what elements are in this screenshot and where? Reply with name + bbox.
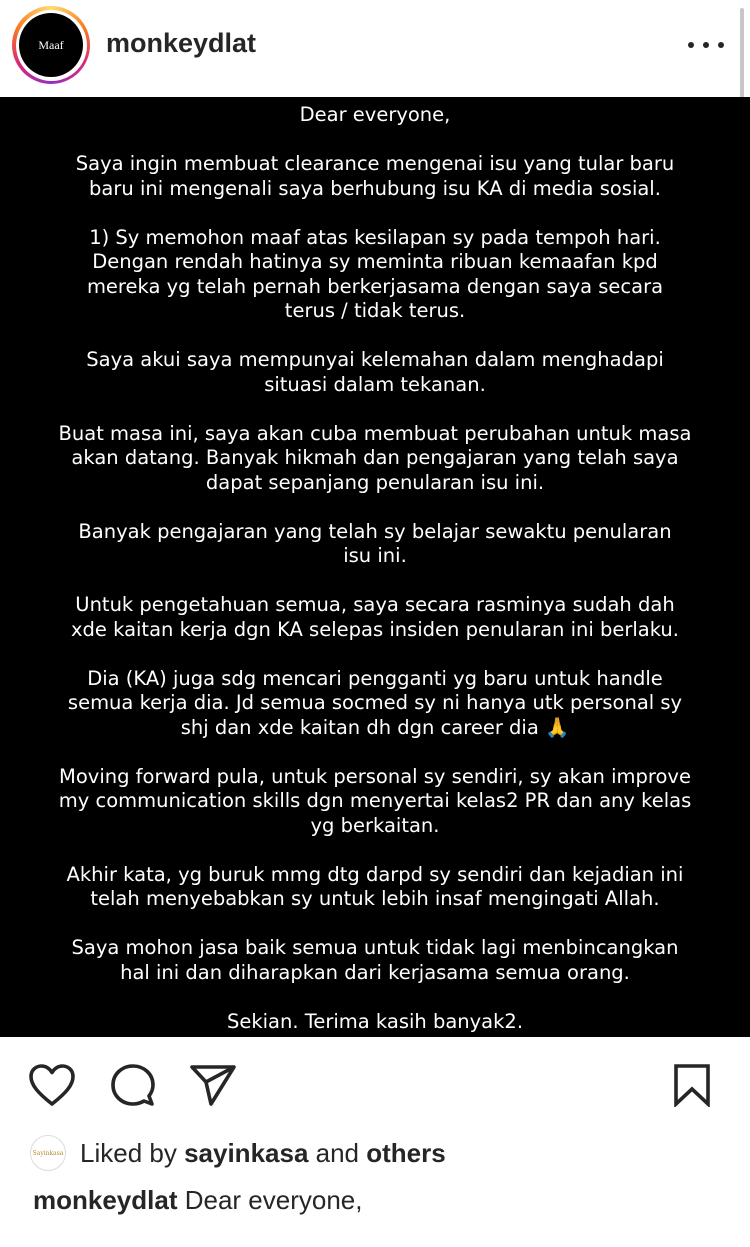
more-dot — [688, 42, 694, 48]
post-image-text: Sekian. Terima kasih banyak2. — [226, 1009, 524, 1033]
post-username[interactable]: monkeydlat — [106, 28, 257, 58]
post-image-text: Saya akui saya mempunyai kelemahan dalam menghadapi situasi dalam tekanan. — [86, 348, 664, 396]
caption-text: Dear everyone, — [177, 1185, 363, 1215]
avatar-gap — [16, 10, 87, 81]
liked-by-user[interactable]: sayinkasa — [184, 1137, 309, 1168]
likes-middle: and — [308, 1137, 367, 1168]
more-dot — [703, 42, 709, 48]
send-icon[interactable] — [189, 1064, 237, 1106]
caption-username[interactable]: monkeydlat — [33, 1185, 178, 1215]
post-image-text: 1) Sy memohon maaf atas kesilapan sy pada tempoh hari. Dengan rendah hatinya sy meminta ribuan kemaafan kpd mereka yg telah pernah berkerjasama dengan saya secara terus / tidak terus. — [86, 225, 664, 322]
post-image-text: Untuk pengetahuan semua, saya secara rasminya sudah dah xde kaitan kerja dgn KA selepas insiden penularan ini berlaku. — [71, 593, 679, 641]
avatar[interactable]: Maaf — [19, 13, 83, 77]
post-caption — [33, 1185, 362, 1216]
liked-by-avatar[interactable]: Sayinkasa — [30, 1135, 66, 1171]
post-image-text: Buat masa ini, saya akan cuba membuat perubahan untuk masa akan datang. Banyak hikmah dan pengajaran yang telah saya dapat sepanjang penularan isu ini. — [58, 421, 692, 494]
scrollbar[interactable] — [740, 8, 744, 98]
story-ring[interactable] — [12, 6, 90, 84]
action-bar — [0, 1063, 750, 1108]
comment-icon[interactable] — [110, 1063, 156, 1107]
more-horizontal-icon[interactable] — [688, 30, 724, 60]
likes-prefix: Liked by — [80, 1137, 185, 1168]
post-image-text: Saya mohon jasa baik semua untuk tidak lagi menbincangkan hal ini dan diharapkan dari kerjasama semua orang. — [71, 936, 679, 984]
post-image[interactable] — [0, 97, 750, 1037]
likes-summary[interactable] — [30, 1133, 446, 1173]
post-image-text: Banyak pengajaran yang telah sy belajar sewaktu penularan isu ini. — [78, 519, 672, 567]
heart-icon[interactable] — [28, 1063, 76, 1107]
post-image-text: Saya ingin membuat clearance mengenai isu yang tular baru baru ini mengenali saya berhubung isu KA di media sosial. — [75, 152, 675, 200]
post-image-text: Dia (KA) juga sdg mencari pengganti yg baru untuk handle semua kerja dia. Jd semua socmed sy ni hanya utk personal sy shj dan xde kaitan dh dgn career dia 🙏 — [67, 666, 683, 739]
bookmark-icon[interactable] — [672, 1063, 712, 1107]
post-image-text: Akhir kata, yg buruk mmg dtg darpd sy sendiri dan kejadian ini telah menyebabkan sy untuk lebih insaf mengingati Allah. — [66, 862, 684, 910]
post-image-text: Dear everyone, — [299, 103, 451, 126]
more-dot — [718, 42, 724, 48]
post-image-text: Moving forward pula, untuk personal sy sendiri, sy akan improve my communication skills dgn menyertai kelas2 PR dan any kelas yg berkaitan. — [58, 764, 692, 837]
post-header — [0, 0, 750, 97]
likes-others[interactable]: others — [366, 1137, 446, 1168]
